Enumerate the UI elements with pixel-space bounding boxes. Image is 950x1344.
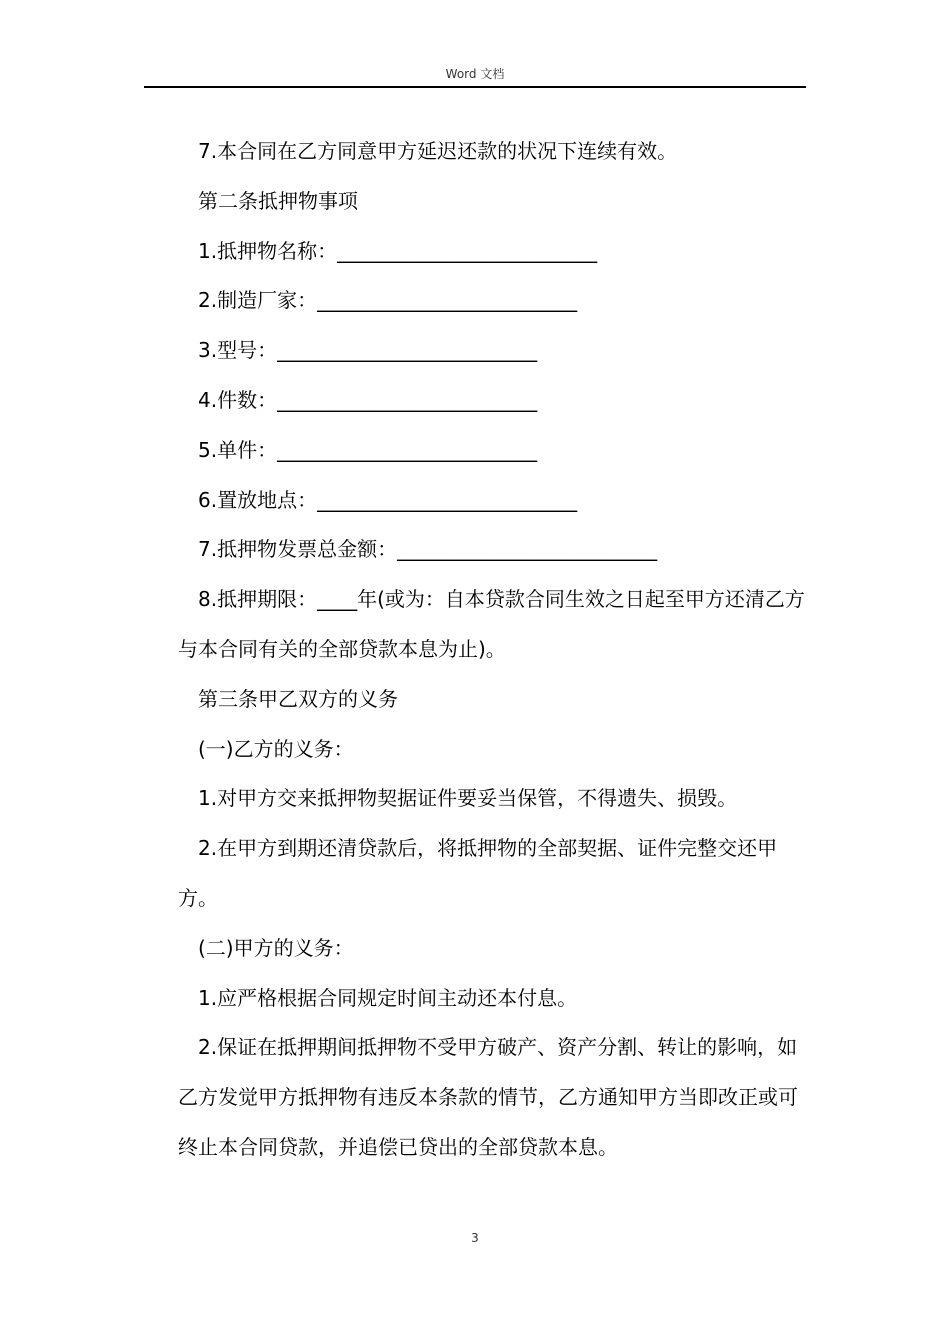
clause-a-1: 1.应严格根据合同规定时间主动还本付息。	[198, 985, 578, 1010]
clause-a-2: 2.保证在抵押期间抵押物不受甲方破产、资产分割、转让的影响，如乙方发觉甲方抵押物有违反本条款的情节，乙方通知甲方当即改正或可终止本合同贷款，并追偿已贷出的全部贷款本息。	[178, 1035, 798, 1159]
header-title: Word 文档	[445, 67, 505, 81]
document-body	[178, 127, 808, 1173]
subsection-party-a-obligations: (二)甲方的义务：	[198, 935, 354, 960]
paragraph-clause-1-7: 7.本合同在乙方同意甲方延迟还款的状况下连续有效。	[198, 139, 678, 163]
field-manufacturer: 2.制造厂家：__________________________	[198, 288, 578, 313]
clause-b-2: 2.在甲方到期还清贷款后，将抵押物的全部契据、证件完整交还甲方。	[178, 836, 778, 910]
clause-b-1: 1.对甲方交来抵押物契据证件要妥当保管，不得遗失、损毁。	[198, 786, 738, 811]
field-quantity: 4.件数：__________________________	[198, 387, 538, 412]
section-heading-2: 第二条抵押物事项	[198, 188, 358, 213]
section-heading-3: 第三条甲乙双方的义务	[198, 686, 398, 711]
field-invoice-amount: 7.抵押物发票总金额：__________________________	[198, 537, 658, 562]
subsection-party-b-obligations: (一)乙方的义务：	[198, 736, 354, 761]
field-mortgage-term: 8.抵押期限：____年(或为：自本贷款合同生效之日起至甲方还清乙方与本合同有关的全部贷款本息为止)。	[178, 587, 805, 661]
field-unit: 5.单件：__________________________	[198, 437, 538, 462]
page-number: 3	[471, 1231, 479, 1245]
header-rule	[144, 86, 806, 88]
field-collateral-name: 1.抵押物名称：__________________________	[198, 238, 598, 263]
field-model: 3.型号：__________________________	[198, 338, 538, 363]
field-location: 6.置放地点：__________________________	[198, 487, 578, 512]
